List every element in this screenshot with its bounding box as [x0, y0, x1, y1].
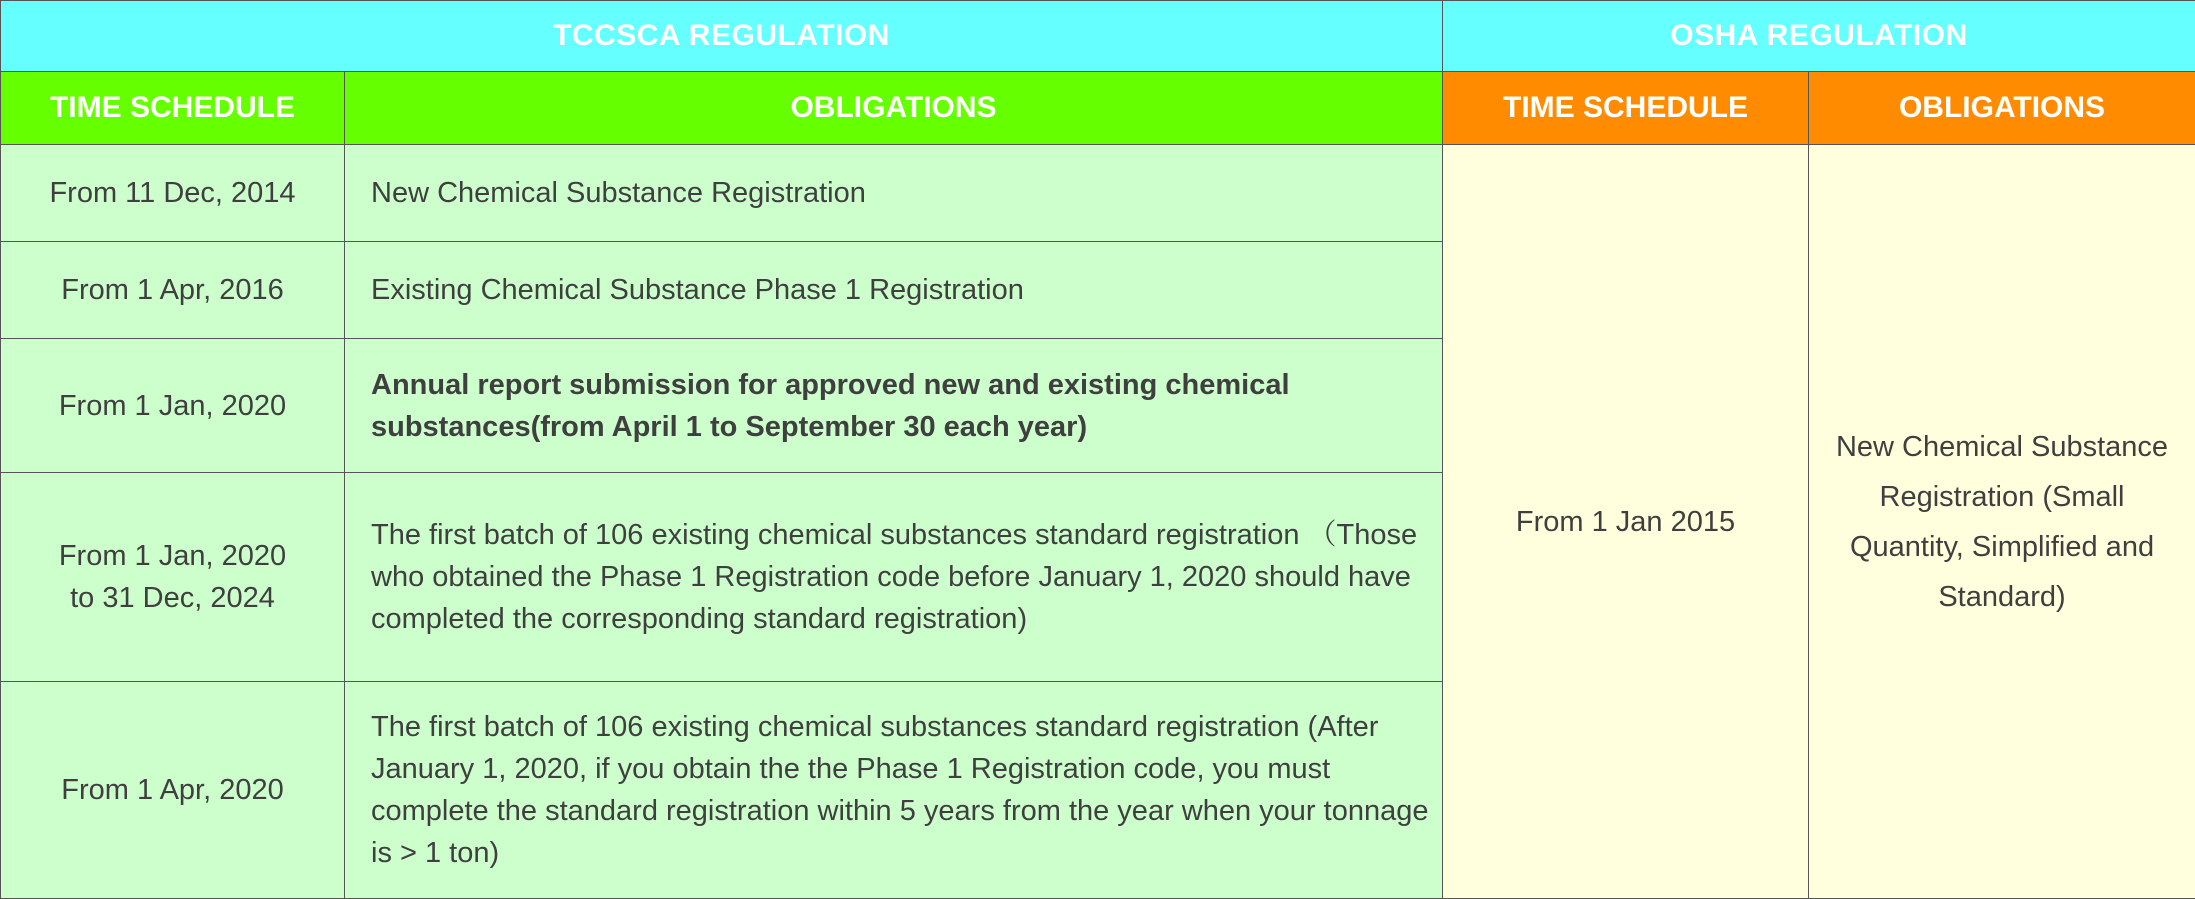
- obligation-cell: The first batch of 106 existing chemical substances standard registration (After January 1, 2020, if you obtain the the Phase 1 Registration code, you must complete the standard registration within 5 years from the year when your tonnage is > 1 ton): [345, 682, 1443, 899]
- time-schedule-cell: From 1 Apr, 2020: [1, 682, 345, 899]
- time-schedule-cell: From 11 Dec, 2014: [1, 145, 345, 242]
- tccsca-obligations-header: OBLIGATIONS: [345, 72, 1443, 145]
- osha-obligations-header: OBLIGATIONS: [1809, 72, 2195, 145]
- obligation-cell: New Chemical Substance Registration: [345, 145, 1443, 242]
- time-schedule-cell: From 1 Jan, 2020: [1, 339, 345, 473]
- osha-obligation-cell: New Chemical Substance Registration (Small Quantity, Simplified and Standard): [1809, 145, 2195, 899]
- obligation-cell: Annual report submission for approved new and existing chemical substances(from April 1 to September 30 each year): [345, 339, 1443, 473]
- time-schedule-cell: [1, 473, 345, 682]
- osha-time-schedule-header: TIME SCHEDULE: [1443, 72, 1809, 145]
- osha-time-schedule-cell: From 1 Jan 2015: [1443, 145, 1809, 899]
- tccsca-regulation-header: TCCSCA REGULATION: [1, 1, 1443, 72]
- time-line-start: From 1 Jan, 2020: [1, 535, 344, 577]
- obligation-cell: The first batch of 106 existing chemical substances standard registration （Those who obtained the Phase 1 Registration code before January 1, 2020 should have completed the corresponding standard registration): [345, 473, 1443, 682]
- obligation-cell: Existing Chemical Substance Phase 1 Registration: [345, 242, 1443, 339]
- table-row: [1, 145, 2195, 242]
- header-row: [1, 1, 2195, 72]
- subheader-row: [1, 72, 2195, 145]
- tccsca-time-schedule-header: TIME SCHEDULE: [1, 72, 345, 145]
- time-line-end: to 31 Dec, 2024: [1, 577, 344, 619]
- osha-regulation-header: OSHA REGULATION: [1443, 1, 2195, 72]
- time-schedule-cell: From 1 Apr, 2016: [1, 242, 345, 339]
